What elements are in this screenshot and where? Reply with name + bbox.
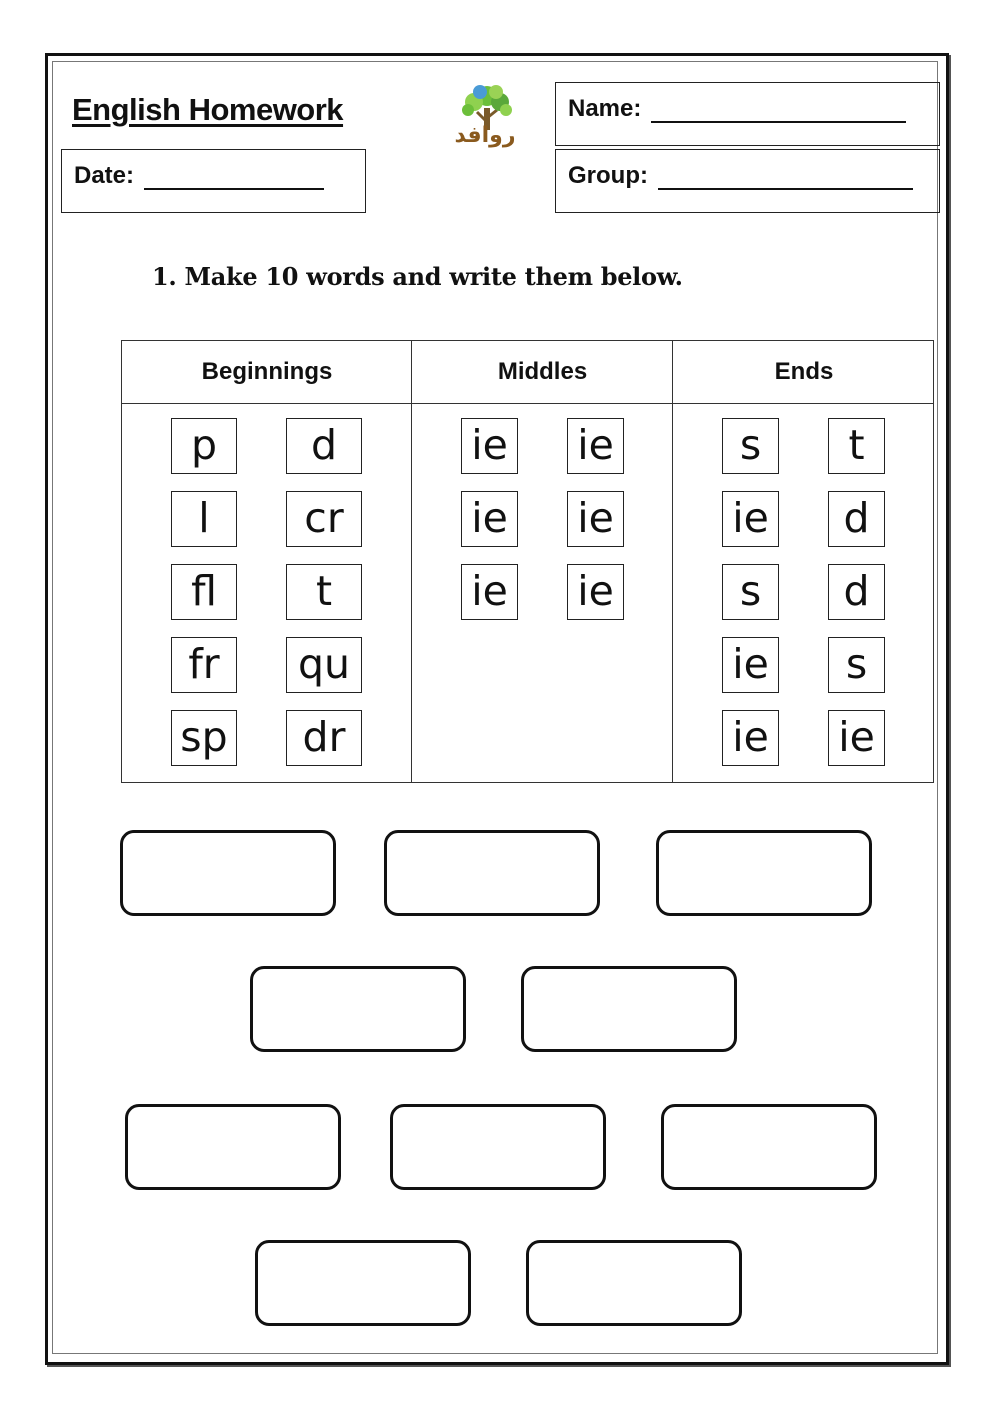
end-tile[interactable]: t — [828, 418, 885, 474]
logo-text: روافد — [454, 123, 516, 148]
answer-box[interactable] — [656, 830, 872, 916]
beginning-tile[interactable]: cr — [286, 491, 362, 547]
header-ends: Ends — [774, 358, 834, 385]
name-label: Name: — [568, 95, 642, 122]
header-beginnings: Beginnings — [201, 358, 333, 385]
end-tile[interactable]: s — [722, 564, 779, 620]
beginning-tile[interactable]: qu — [286, 637, 362, 693]
end-tile[interactable]: d — [828, 491, 885, 547]
instruction-text: 1. Make 10 words and write them below. — [152, 262, 683, 291]
answer-box[interactable] — [526, 1240, 742, 1326]
middle-tile[interactable]: ie — [461, 491, 518, 547]
end-tile[interactable]: ie — [722, 637, 779, 693]
date-label: Date: — [74, 162, 135, 189]
middle-tile[interactable]: ie — [461, 418, 518, 474]
end-tile[interactable]: s — [722, 418, 779, 474]
beginning-tile[interactable]: dr — [286, 710, 362, 766]
beginning-tile[interactable]: p — [171, 418, 237, 474]
name-field[interactable] — [555, 82, 940, 146]
answer-box[interactable] — [255, 1240, 471, 1326]
answer-box[interactable] — [384, 830, 600, 916]
header-divider — [122, 403, 933, 404]
end-tile[interactable]: ie — [722, 491, 779, 547]
middle-tile[interactable]: ie — [567, 418, 624, 474]
middle-tile[interactable]: ie — [567, 564, 624, 620]
answer-box[interactable] — [661, 1104, 877, 1190]
school-logo — [430, 82, 540, 152]
group-line — [658, 170, 913, 190]
beginning-tile[interactable]: sp — [171, 710, 237, 766]
end-tile[interactable]: d — [828, 564, 885, 620]
word-parts-table — [121, 340, 934, 783]
beginning-tile[interactable]: d — [286, 418, 362, 474]
beginning-tile[interactable]: t — [286, 564, 362, 620]
header-middles: Middles — [497, 358, 588, 385]
answer-box[interactable] — [120, 830, 336, 916]
column-divider — [672, 341, 673, 782]
name-line — [651, 103, 906, 123]
middle-tile[interactable]: ie — [567, 491, 624, 547]
answer-box[interactable] — [390, 1104, 606, 1190]
column-divider — [411, 341, 412, 782]
answer-box[interactable] — [250, 966, 466, 1052]
page-title: English Homework — [72, 92, 344, 127]
date-line — [144, 170, 324, 190]
group-field[interactable] — [555, 149, 940, 213]
end-tile[interactable]: ie — [828, 710, 885, 766]
beginning-tile[interactable]: fr — [171, 637, 237, 693]
beginning-tile[interactable]: fl — [171, 564, 237, 620]
end-tile[interactable]: ie — [722, 710, 779, 766]
answer-box[interactable] — [125, 1104, 341, 1190]
beginning-tile[interactable]: l — [171, 491, 237, 547]
end-tile[interactable]: s — [828, 637, 885, 693]
answer-box[interactable] — [521, 966, 737, 1052]
group-label: Group: — [568, 162, 648, 189]
middle-tile[interactable]: ie — [461, 564, 518, 620]
date-field[interactable] — [61, 149, 366, 213]
